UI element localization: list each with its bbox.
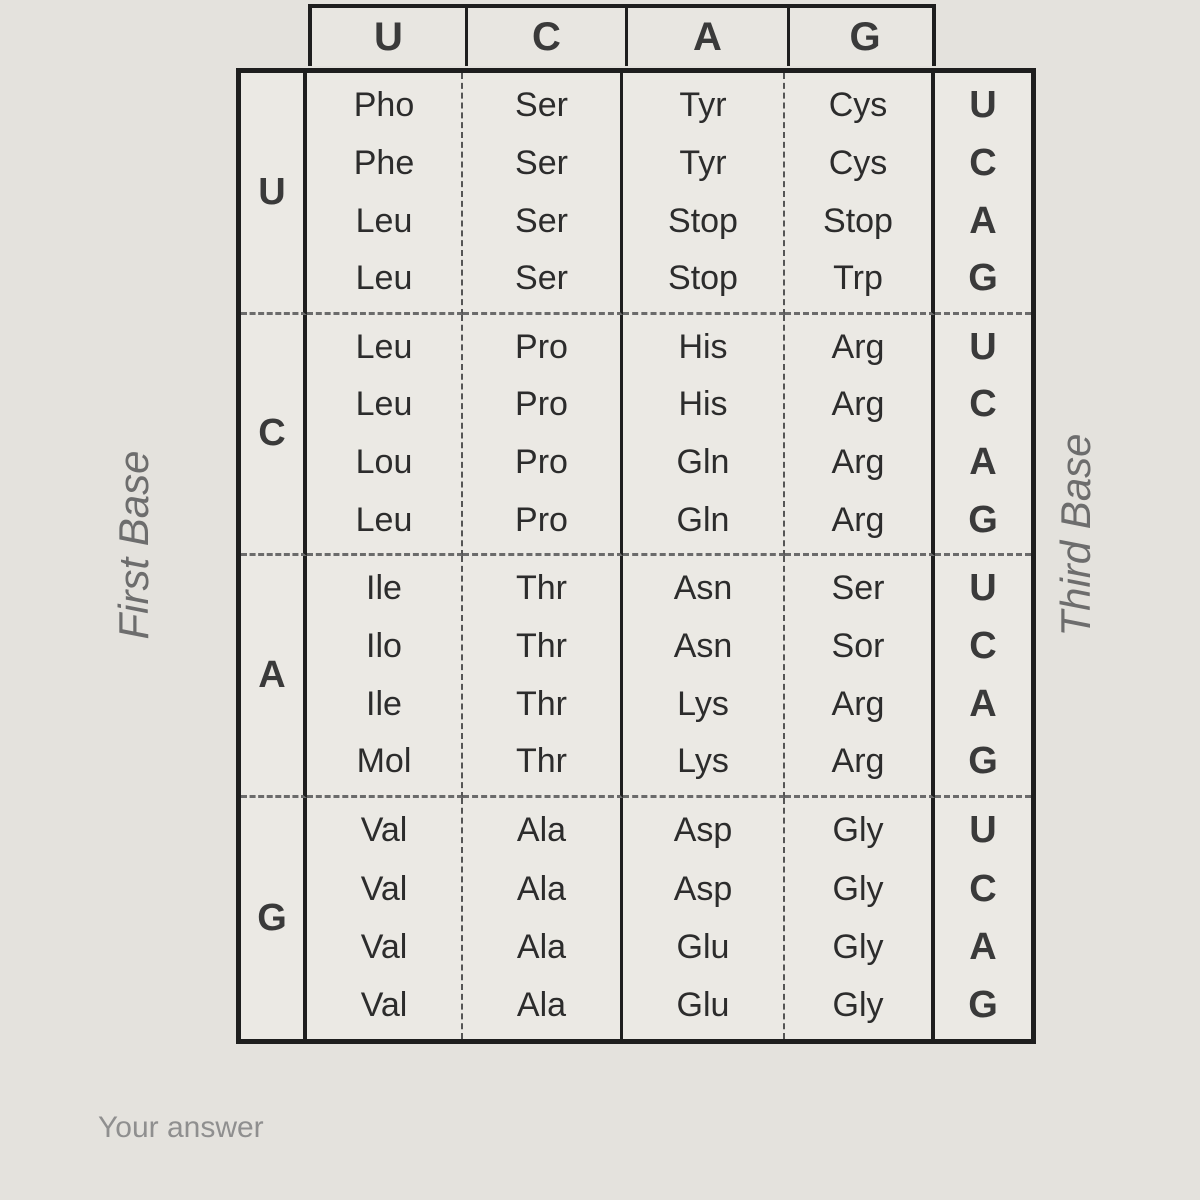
amino-acid-label: Pro (515, 327, 568, 366)
amino-acid-label: Gly (832, 927, 884, 966)
amino-acid-label: Val (360, 811, 408, 850)
amino-acid-label: Leu (355, 259, 413, 298)
codon-cell (623, 798, 785, 1040)
amino-acid-label: Arg (831, 443, 885, 482)
codon-cell (463, 798, 623, 1040)
amino-acid-label: Ala (516, 869, 567, 908)
third-base-group (935, 315, 1031, 557)
amino-acid-label: Arg (831, 742, 885, 781)
first-base-label: First Base (110, 450, 157, 640)
amino-acid-label: Lys (677, 684, 729, 723)
first-base-a: A (241, 556, 307, 798)
second-base-header-u: U (312, 8, 468, 66)
amino-acid-label: Thr (516, 626, 567, 665)
third-base-letter: G (968, 740, 998, 783)
codon-cell (307, 315, 463, 557)
codon-cell (463, 315, 623, 557)
amino-acid-label: Ile (366, 684, 402, 723)
first-base-u: U (241, 73, 307, 315)
amino-acid-label: Ala (516, 927, 567, 966)
amino-acid-label: Asp (673, 869, 733, 908)
amino-acid-label: Asn (673, 626, 733, 665)
third-base-letter: U (969, 325, 997, 368)
amino-acid-label: Tyr (679, 86, 727, 125)
third-base-letter: U (969, 567, 997, 610)
codon-cell (623, 73, 785, 315)
third-base-letter: A (969, 441, 997, 484)
amino-acid-label: Pro (515, 385, 568, 424)
second-base-header-row (308, 4, 936, 66)
amino-acid-label: Pho (353, 86, 415, 125)
second-base-header-c: C (468, 8, 628, 66)
amino-acid-label: Pro (515, 443, 568, 482)
amino-acid-label: Gln (676, 500, 730, 539)
amino-acid-label: Gln (676, 443, 730, 482)
third-base-letter: C (969, 867, 997, 910)
amino-acid-label: His (678, 385, 728, 424)
amino-acid-label: Lys (677, 742, 729, 781)
codon-cell (785, 315, 935, 557)
third-base-letter: C (969, 624, 997, 667)
amino-acid-label: Val (360, 986, 408, 1025)
third-base-letter: A (969, 682, 997, 725)
amino-acid-label: Ser (515, 143, 568, 182)
third-base-letter: A (969, 925, 997, 968)
amino-acid-label: Pro (515, 500, 568, 539)
third-base-letter: U (969, 809, 997, 852)
amino-acid-label: Ala (516, 811, 567, 850)
codon-table (236, 68, 1036, 1044)
amino-acid-label: Cys (828, 86, 888, 125)
amino-acid-label: Leu (355, 201, 413, 240)
amino-acid-label: Arg (831, 500, 885, 539)
amino-acid-label: Thr (516, 742, 567, 781)
amino-acid-label: Ser (831, 569, 885, 608)
amino-acid-label: Val (360, 927, 408, 966)
amino-acid-label: Gly (832, 811, 884, 850)
codon-cell (463, 556, 623, 798)
amino-acid-label: Mol (356, 742, 412, 781)
amino-acid-label: Glu (676, 927, 730, 966)
amino-acid-label: Leu (355, 327, 413, 366)
answer-input[interactable] (98, 1108, 698, 1148)
amino-acid-label: Leu (355, 500, 413, 539)
amino-acid-label: Asn (673, 569, 733, 608)
amino-acid-label: Glu (676, 986, 730, 1025)
amino-acid-label: Stop (823, 201, 893, 240)
third-base-letter: C (969, 141, 997, 184)
third-base-label: Third Base (1052, 433, 1099, 637)
amino-acid-label: Ala (516, 986, 567, 1025)
amino-acid-label: Ser (515, 201, 568, 240)
amino-acid-label: Thr (516, 569, 567, 608)
codon-cell (463, 73, 623, 315)
third-base-letter: G (968, 257, 998, 300)
amino-acid-label: Trp (833, 259, 883, 298)
amino-acid-label: Lou (355, 443, 413, 482)
first-base-c: C (241, 315, 307, 557)
amino-acid-label: Ser (515, 86, 568, 125)
second-base-header-g: G (849, 14, 881, 59)
codon-cell (307, 556, 463, 798)
third-base-letter: G (968, 498, 998, 541)
third-base-letter: G (968, 984, 998, 1027)
amino-acid-label: Phe (353, 143, 415, 182)
third-base-group (935, 556, 1031, 798)
amino-acid-label: Thr (516, 684, 567, 723)
amino-acid-label: Asp (673, 811, 733, 850)
amino-acid-label: Stop (668, 259, 738, 298)
first-base-g: G (241, 798, 307, 1040)
third-base-group (935, 73, 1031, 315)
third-base-letter: C (969, 383, 997, 426)
amino-acid-label: Arg (831, 684, 885, 723)
codon-cell (785, 798, 935, 1040)
third-base-letter: U (969, 84, 997, 127)
amino-acid-label: Cys (828, 143, 888, 182)
amino-acid-label: Arg (831, 327, 885, 366)
amino-acid-label: His (678, 327, 728, 366)
codon-grid (241, 73, 1031, 1039)
amino-acid-label: Val (360, 869, 408, 908)
amino-acid-label: Ser (515, 259, 568, 298)
amino-acid-label: Arg (831, 385, 885, 424)
codon-cell (785, 73, 935, 315)
amino-acid-label: Tyr (679, 143, 727, 182)
third-base-group (935, 798, 1031, 1040)
codon-cell (307, 73, 463, 315)
codon-cell (785, 556, 935, 798)
codon-cell (307, 798, 463, 1040)
amino-acid-label: Ilo (366, 626, 402, 665)
amino-acid-label: Sor (831, 626, 885, 665)
amino-acid-label: Gly (832, 986, 884, 1025)
amino-acid-label: Leu (355, 385, 413, 424)
codon-cell (623, 315, 785, 557)
amino-acid-label: Ile (366, 569, 402, 608)
amino-acid-label: Gly (832, 869, 884, 908)
codon-cell (623, 556, 785, 798)
second-base-header-a: A (628, 8, 790, 66)
amino-acid-label: Stop (668, 201, 738, 240)
third-base-letter: A (969, 199, 997, 242)
